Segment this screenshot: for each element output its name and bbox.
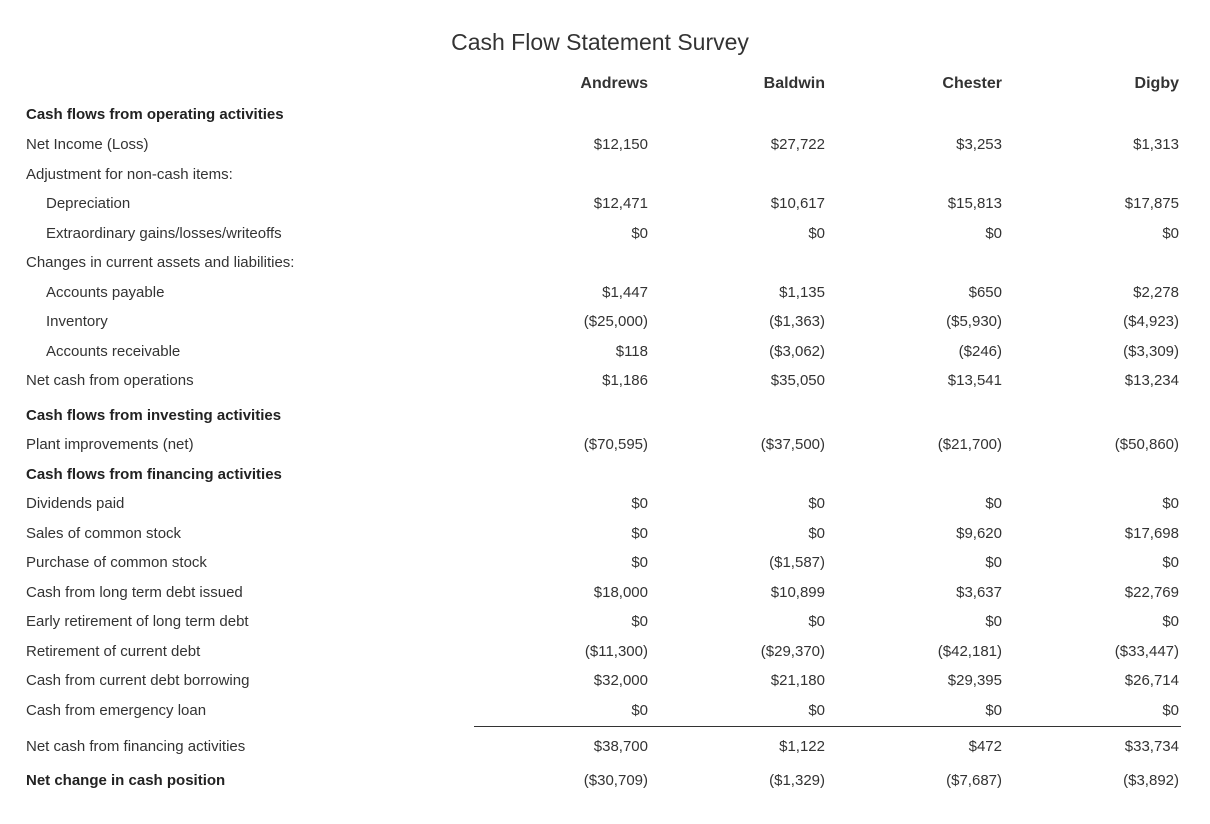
cell-baldwin: $1,135 bbox=[779, 284, 825, 301]
cell-digby: ($4,923) bbox=[1123, 313, 1179, 330]
column-header-chester: Chester bbox=[942, 75, 1002, 92]
cell-baldwin: $0 bbox=[808, 613, 825, 630]
row-label: Net change in cash position bbox=[26, 772, 226, 789]
cell-baldwin: $0 bbox=[808, 702, 825, 719]
table-row bbox=[0, 736, 1210, 758]
cell-andrews: $0 bbox=[631, 702, 648, 719]
cell-andrews: $1,186 bbox=[602, 372, 648, 389]
row-label: Early retirement of long term debt bbox=[26, 613, 249, 630]
cell-baldwin: $0 bbox=[808, 525, 825, 542]
cell-digby: $26,714 bbox=[1124, 672, 1179, 689]
cell-baldwin: ($3,062) bbox=[769, 343, 825, 360]
cell-digby: $0 bbox=[1162, 702, 1179, 719]
cell-chester: $0 bbox=[985, 613, 1002, 630]
column-header-digby: Digby bbox=[1134, 75, 1179, 92]
row-label: Net cash from financing activities bbox=[26, 738, 246, 755]
section-operating bbox=[0, 104, 1210, 126]
cell-chester: $0 bbox=[985, 554, 1002, 571]
cell-chester: $9,620 bbox=[956, 525, 1002, 542]
cell-chester: $3,637 bbox=[956, 584, 1002, 601]
cell-digby: $13,234 bbox=[1124, 372, 1179, 389]
cell-andrews: $32,000 bbox=[593, 672, 648, 689]
cell-andrews: $18,000 bbox=[593, 584, 648, 601]
cell-andrews: $38,700 bbox=[593, 738, 648, 755]
cell-chester: ($246) bbox=[958, 343, 1002, 360]
table-row bbox=[0, 282, 1210, 304]
cell-chester: ($42,181) bbox=[937, 643, 1002, 660]
cell-digby: $0 bbox=[1162, 554, 1179, 571]
table-row bbox=[0, 641, 1210, 663]
cell-digby: ($3,309) bbox=[1123, 343, 1179, 360]
cell-andrews: ($25,000) bbox=[583, 313, 648, 330]
table-row bbox=[0, 193, 1210, 215]
cell-baldwin: $10,617 bbox=[770, 195, 825, 212]
row-label: Inventory bbox=[46, 313, 108, 330]
cell-andrews: $0 bbox=[631, 225, 648, 242]
cell-digby: ($3,892) bbox=[1123, 772, 1179, 789]
row-label: Net Income (Loss) bbox=[26, 136, 149, 153]
row-label: Net cash from operations bbox=[26, 372, 194, 389]
table-row-total bbox=[0, 770, 1210, 792]
cell-andrews: $0 bbox=[631, 495, 648, 512]
table-row bbox=[0, 493, 1210, 515]
row-label: Extraordinary gains/losses/writeoffs bbox=[46, 225, 282, 242]
cell-andrews: $0 bbox=[631, 525, 648, 542]
cell-digby: ($50,860) bbox=[1114, 436, 1179, 453]
cell-chester: ($5,930) bbox=[946, 313, 1002, 330]
table-row bbox=[0, 252, 1210, 274]
cell-digby: $0 bbox=[1162, 613, 1179, 630]
cell-andrews: $0 bbox=[631, 613, 648, 630]
cell-baldwin: ($37,500) bbox=[760, 436, 825, 453]
cell-baldwin: $35,050 bbox=[770, 372, 825, 389]
row-label: Plant improvements (net) bbox=[26, 436, 194, 453]
section-label: Cash flows from investing activities bbox=[26, 407, 282, 424]
page-title: Cash Flow Statement Survey bbox=[451, 29, 749, 55]
cell-andrews: $0 bbox=[631, 554, 648, 571]
cell-chester: ($21,700) bbox=[937, 436, 1002, 453]
row-label: Changes in current assets and liabilities: bbox=[26, 254, 295, 271]
cell-chester: $0 bbox=[985, 495, 1002, 512]
cell-digby: $1,313 bbox=[1133, 136, 1179, 153]
cell-chester: $0 bbox=[985, 225, 1002, 242]
cell-baldwin: ($1,587) bbox=[769, 554, 825, 571]
cell-baldwin: $21,180 bbox=[770, 672, 825, 689]
cell-chester: $29,395 bbox=[947, 672, 1002, 689]
cell-baldwin: ($29,370) bbox=[760, 643, 825, 660]
table-row bbox=[0, 552, 1210, 574]
cell-baldwin: $0 bbox=[808, 495, 825, 512]
table-row bbox=[0, 370, 1210, 392]
row-label: Sales of common stock bbox=[26, 525, 182, 542]
cell-digby: $2,278 bbox=[1133, 284, 1179, 301]
table-row bbox=[0, 434, 1210, 456]
cell-baldwin: $0 bbox=[808, 225, 825, 242]
table-row bbox=[0, 523, 1210, 545]
cell-andrews: $1,447 bbox=[602, 284, 648, 301]
table-row bbox=[0, 341, 1210, 363]
cell-andrews: ($11,300) bbox=[584, 643, 648, 660]
cell-digby: $33,734 bbox=[1124, 738, 1179, 755]
cell-digby: ($33,447) bbox=[1114, 643, 1179, 660]
section-label: Cash flows from financing activities bbox=[26, 466, 282, 483]
row-label: Dividends paid bbox=[26, 495, 125, 512]
section-financing bbox=[0, 464, 1210, 486]
total-divider bbox=[474, 726, 1181, 727]
row-label: Accounts receivable bbox=[46, 343, 181, 360]
table-row bbox=[0, 164, 1210, 186]
cell-digby: $17,698 bbox=[1124, 525, 1179, 542]
row-label: Adjustment for non-cash items: bbox=[26, 166, 233, 183]
table-row bbox=[0, 670, 1210, 692]
table-row bbox=[0, 134, 1210, 156]
cell-chester: $13,541 bbox=[947, 372, 1002, 389]
row-label: Depreciation bbox=[46, 195, 131, 212]
cell-baldwin: $1,122 bbox=[779, 738, 825, 755]
row-label: Cash from emergency loan bbox=[26, 702, 207, 719]
section-label: Cash flows from operating activities bbox=[26, 106, 284, 123]
cell-chester: $15,813 bbox=[947, 195, 1002, 212]
cell-andrews: ($70,595) bbox=[583, 436, 648, 453]
cell-andrews: $12,471 bbox=[593, 195, 648, 212]
section-investing bbox=[0, 405, 1210, 427]
cell-digby: $17,875 bbox=[1124, 195, 1179, 212]
row-label: Retirement of current debt bbox=[26, 643, 201, 660]
table-row bbox=[0, 311, 1210, 333]
table-row bbox=[0, 700, 1210, 722]
cell-digby: $22,769 bbox=[1124, 584, 1179, 601]
table-row bbox=[0, 582, 1210, 604]
table-row bbox=[0, 223, 1210, 245]
row-label: Cash from long term debt issued bbox=[26, 584, 243, 601]
row-label: Accounts payable bbox=[46, 284, 165, 301]
column-header-baldwin: Baldwin bbox=[763, 75, 825, 92]
cell-chester: ($7,687) bbox=[946, 772, 1002, 789]
cell-chester: $472 bbox=[968, 738, 1002, 755]
cell-andrews: $12,150 bbox=[593, 136, 648, 153]
cell-digby: $0 bbox=[1162, 495, 1179, 512]
cell-baldwin: ($1,329) bbox=[769, 772, 825, 789]
row-label: Cash from current debt borrowing bbox=[26, 672, 250, 689]
cell-chester: $3,253 bbox=[956, 136, 1002, 153]
column-header-andrews: Andrews bbox=[580, 75, 648, 92]
cell-baldwin: $10,899 bbox=[770, 584, 825, 601]
cell-baldwin: $27,722 bbox=[770, 136, 825, 153]
cell-chester: $0 bbox=[985, 702, 1002, 719]
cell-andrews: $118 bbox=[615, 343, 648, 360]
cell-andrews: ($30,709) bbox=[583, 772, 648, 789]
cell-chester: $650 bbox=[968, 284, 1002, 301]
cell-baldwin: ($1,363) bbox=[769, 313, 825, 330]
table-row bbox=[0, 611, 1210, 633]
cell-digby: $0 bbox=[1162, 225, 1179, 242]
row-label: Purchase of common stock bbox=[26, 554, 207, 571]
